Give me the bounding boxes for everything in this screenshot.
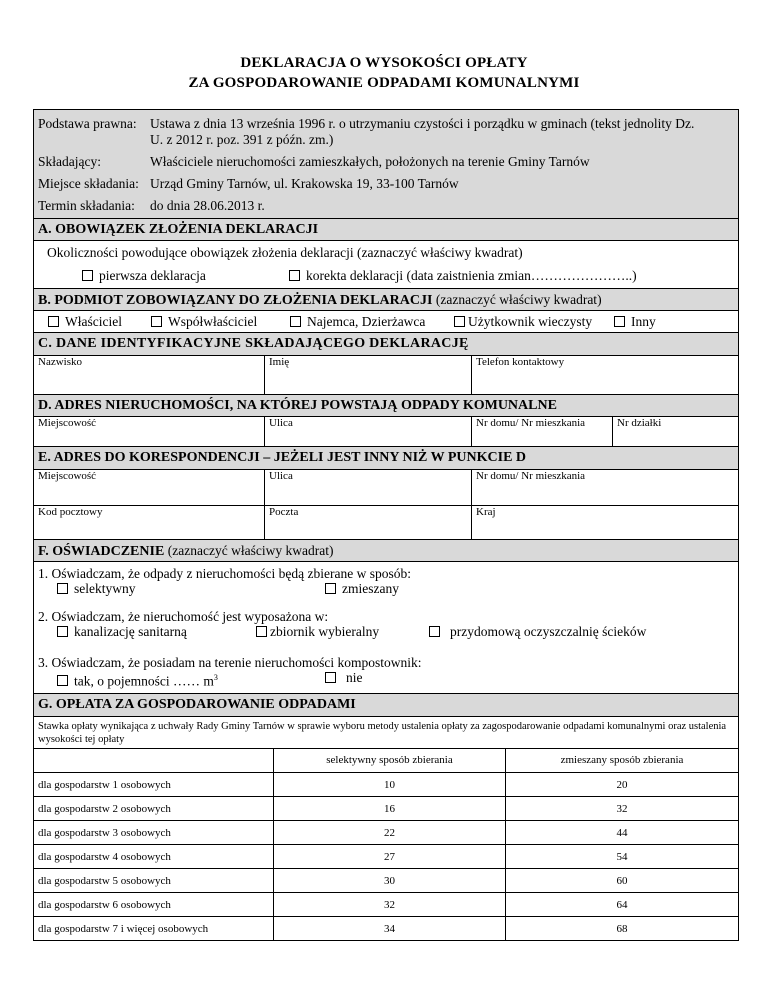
podstawa-line-1: Ustawa z dnia 13 września 1996 r. o utrzymaniu czystości i porządku w gminach (tekst jednolity Dz. xyxy=(150,116,695,131)
section-c-header: C. DANE IDENTYFIKACYJNE SKŁADAJĄCEGO DEKLARACJĘ xyxy=(33,333,739,356)
question-2: 2. Oświadczam, że nieruchomość jest wyposażona w: xyxy=(38,608,329,624)
option-first-declaration[interactable]: pierwsza deklaracja xyxy=(82,268,206,284)
section-g-header: G. OPŁATA ZA GOSPODAROWANIE ODPADAMI xyxy=(33,694,739,717)
section-f-header: F. OŚWIADCZENIE (zaznaczyć właściwy kwadrat) xyxy=(33,540,739,562)
table-row: dla gospodarstw 2 osobowych 16 32 xyxy=(34,797,739,821)
telefon-field[interactable]: Telefon kontaktowy xyxy=(472,356,739,394)
skladajacy-label: Składający: xyxy=(38,154,101,169)
section-d-header: D. ADRES NIERUCHOMOŚCI, NA KTÓREJ POWSTAJĄ ODPADY KOMUNALNE xyxy=(33,395,739,417)
checkbox-icon[interactable] xyxy=(57,675,68,686)
table-row: dla gospodarstw 7 i więcej osobowych 34 68 xyxy=(34,917,739,941)
e-ulica-field[interactable]: Ulica xyxy=(265,470,472,505)
checkbox-icon[interactable] xyxy=(454,316,465,327)
podstawa-line-2: U. z 2012 r. poz. 391 z późn. zm.) xyxy=(150,132,334,147)
checkbox-icon[interactable] xyxy=(290,316,301,327)
table-row: dla gospodarstw 5 osobowych 30 60 xyxy=(34,869,739,893)
section-a-text: Okoliczności powodujące obowiązek złożenia deklaracji (zaznaczyć właściwy kwadrat) xyxy=(47,245,523,260)
table-row: dla gospodarstw 6 osobowych 32 64 xyxy=(34,893,739,917)
col-zmieszany: zmieszany sposób zbierania xyxy=(506,749,739,773)
checkbox-icon[interactable] xyxy=(151,316,162,327)
option-zmieszany[interactable]: zmieszany xyxy=(325,581,399,597)
e-kraj-field[interactable]: Kraj xyxy=(472,505,739,539)
termin-label: Termin składania: xyxy=(38,198,135,213)
checkbox-icon[interactable] xyxy=(256,626,267,637)
option-zbiornik[interactable]: zbiornik wybieralny xyxy=(256,624,379,640)
checkbox-icon[interactable] xyxy=(325,583,336,594)
question-3: 3. Oświadczam, że posiadam na terenie nieruchomości kompostownik: xyxy=(38,654,422,670)
title-line-2: ZA GOSPODAROWANIE ODPADAMI KOMUNALNYMI xyxy=(188,75,580,91)
option-selektywny[interactable]: selektywny xyxy=(57,581,136,597)
fee-table xyxy=(33,749,739,942)
imie-field[interactable]: Imię xyxy=(265,356,472,394)
d-nr-domu-field[interactable]: Nr domu/ Nr mieszkania xyxy=(472,417,613,447)
title-line-1: DEKLARACJA O WYSOKOŚCI OPŁATY xyxy=(240,55,528,71)
option-kanalizacja[interactable]: kanalizację sanitarną xyxy=(57,624,187,640)
checkbox-icon[interactable] xyxy=(614,316,625,327)
miejsce-label: Miejsce składania: xyxy=(38,176,139,191)
section-a-body xyxy=(33,241,739,289)
option-uzytkownik[interactable]: Użytkownik wieczysty xyxy=(454,314,592,330)
d-miejscowosc-field[interactable]: Miejscowość xyxy=(34,417,265,447)
termin-value: do dnia 28.06.2013 r. xyxy=(150,198,265,213)
checkbox-icon[interactable] xyxy=(82,270,93,281)
nazwisko-field[interactable]: Nazwisko xyxy=(34,356,265,394)
table-row: dla gospodarstw 4 osobowych 27 54 xyxy=(34,845,739,869)
section-g-text: Stawka opłaty wynikająca z uchwały Rady Gminy Tarnów w sprawie wyboru metody ustalenia opłaty za zagospodarowanie odpadami komunalnymi oraz ustalenia wysokości tej opłaty xyxy=(33,717,739,749)
option-oczyszczalnia[interactable]: przydomową oczyszczalnię ścieków xyxy=(429,624,646,640)
section-b-options xyxy=(33,311,739,333)
section-f-body xyxy=(33,562,739,694)
section-e-table xyxy=(33,470,739,540)
option-correction[interactable]: korekta deklaracji (data zaistnienia zmian…………………..) xyxy=(289,268,637,284)
option-najemca[interactable]: Najemca, Dzierżawca xyxy=(290,314,425,330)
checkbox-icon[interactable] xyxy=(325,672,336,683)
checkbox-icon[interactable] xyxy=(429,626,440,637)
option-kompostownik-tak[interactable]: tak, o pojemności …… $m^3$ xyxy=(57,670,218,690)
e-kod-field[interactable]: Kod pocztowy xyxy=(34,505,265,539)
info-block xyxy=(33,109,739,219)
question-1: 1. Oświadczam, że odpady z nieruchomości będą zbierane w sposób: xyxy=(38,565,411,581)
section-b-header: B. PODMIOT ZOBOWIĄZANY DO ZŁOŻENIA DEKLARACJI (zaznaczyć właściwy kwadrat) xyxy=(33,289,739,311)
checkbox-icon[interactable] xyxy=(57,583,68,594)
section-d-table xyxy=(33,417,739,448)
checkbox-icon[interactable] xyxy=(57,626,68,637)
option-inny[interactable]: Inny xyxy=(614,314,656,330)
miejsce-value: Urząd Gminy Tarnów, ul. Krakowska 19, 33-100 Tarnów xyxy=(150,176,459,191)
d-nr-dzialki-field[interactable]: Nr działki xyxy=(613,417,739,447)
section-e-header: E. ADRES DO KORESPONDENCJI – JEŻELI JEST INNY NIŻ W PUNKCIE D xyxy=(33,447,739,470)
declaration-form xyxy=(33,109,739,941)
e-miejscowosc-field[interactable]: Miejscowość xyxy=(34,470,265,505)
col-selektywny: selektywny sposób zbierania xyxy=(274,749,506,773)
checkbox-icon[interactable] xyxy=(48,316,59,327)
option-wlasciciel[interactable]: Właściciel xyxy=(48,314,122,330)
section-a-header: A. OBOWIĄZEK ZŁOŻENIA DEKLARACJI xyxy=(33,219,739,241)
option-kompostownik-nie[interactable]: nie xyxy=(325,670,363,686)
option-wspolwlasciciel[interactable]: Współwłaściciel xyxy=(151,314,257,330)
d-ulica-field[interactable]: Ulica xyxy=(265,417,472,447)
section-c-table xyxy=(33,356,739,395)
checkbox-icon[interactable] xyxy=(289,270,300,281)
skladajacy-value: Właściciele nieruchomości zamieszkałych, położonych na terenie Gminy Tarnów xyxy=(150,154,590,169)
podstawa-label: Podstawa prawna: xyxy=(38,116,137,131)
e-nr-domu-field[interactable]: Nr domu/ Nr mieszkania xyxy=(472,470,739,505)
e-poczta-field[interactable]: Poczta xyxy=(265,505,472,539)
table-row: dla gospodarstw 3 osobowych 22 44 xyxy=(34,821,739,845)
fee-header-row xyxy=(34,749,739,773)
table-row: dla gospodarstw 1 osobowych 10 20 xyxy=(34,773,739,797)
